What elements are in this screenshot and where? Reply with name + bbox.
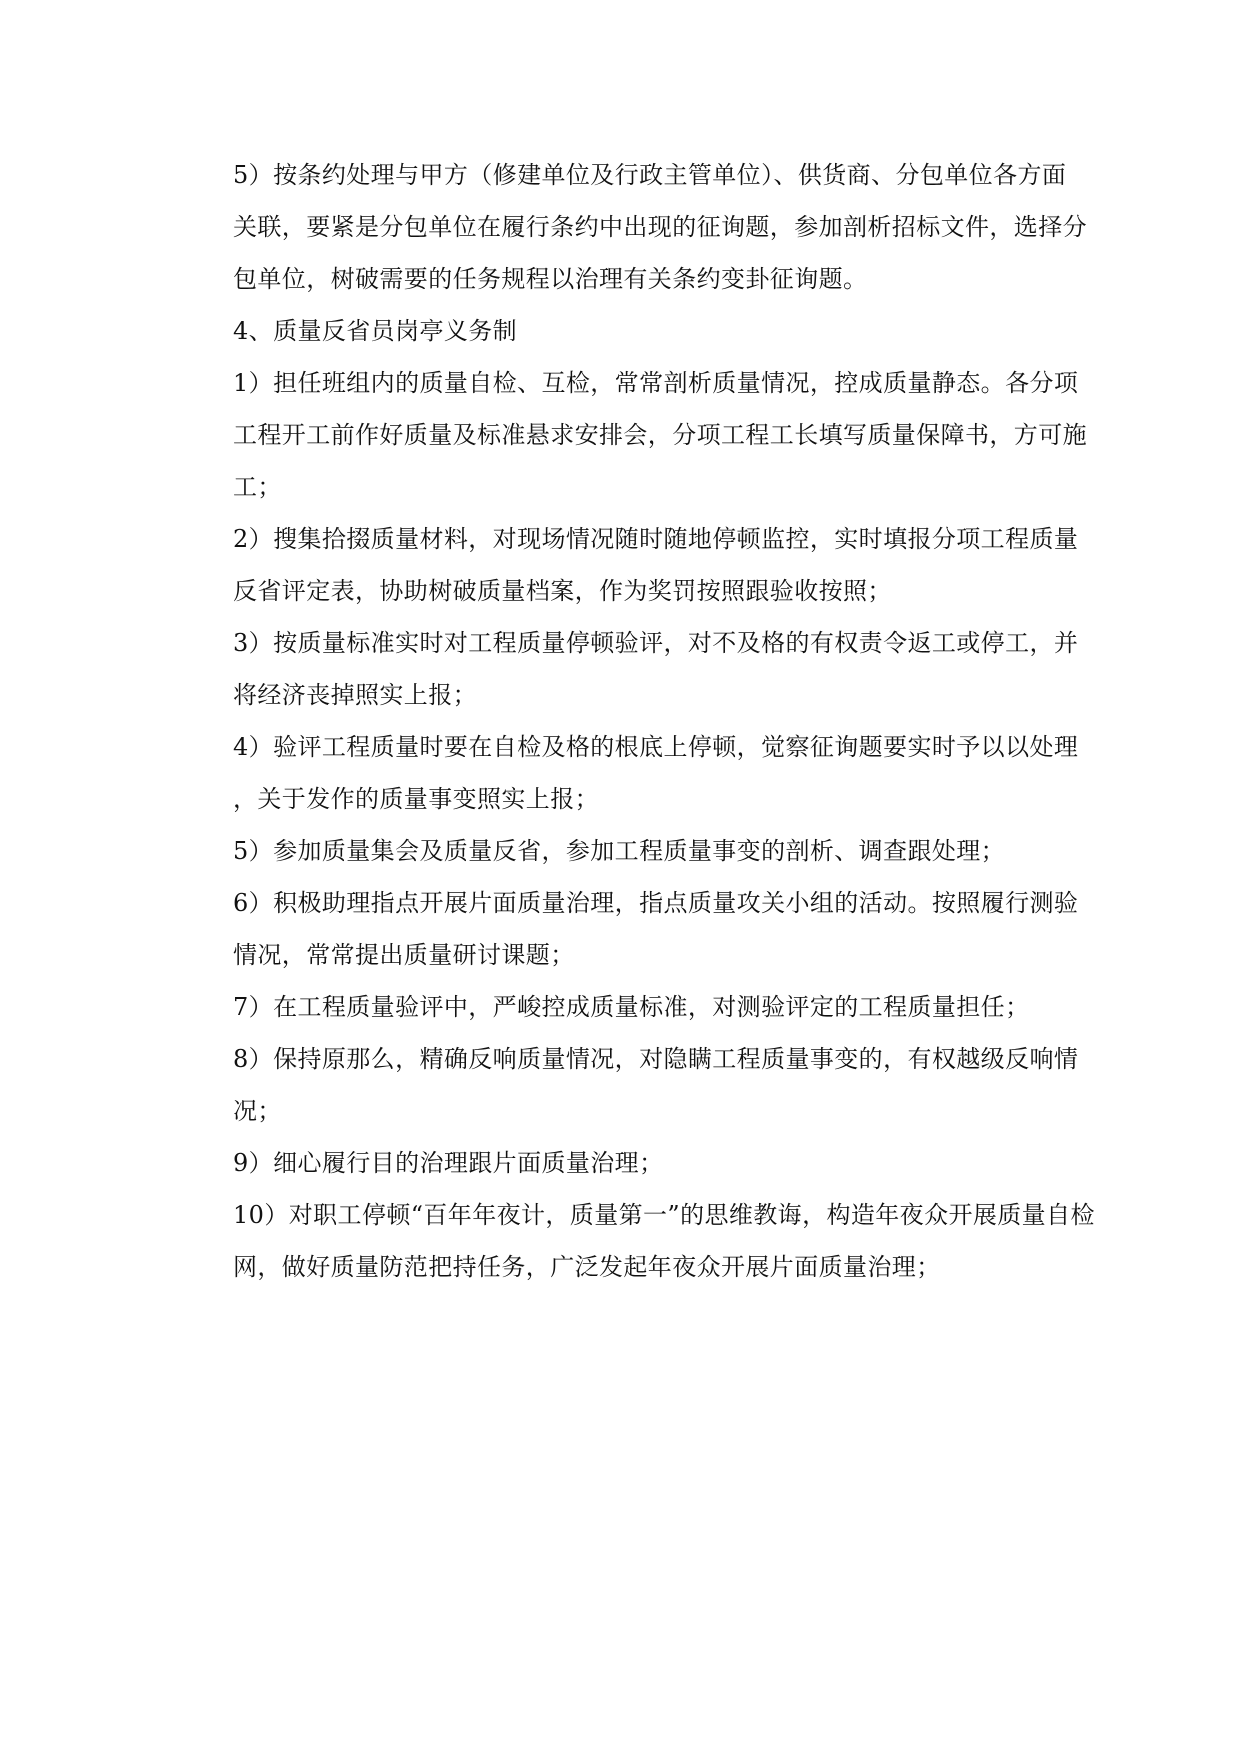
- text-line: 情况，常常提出质量研讨课题；: [233, 941, 575, 969]
- text-line: 包单位，树破需要的任务规程以治理有关条约变卦征询题。: [233, 265, 868, 293]
- text-line: 9）细心履行目的治理跟片面质量治理；: [233, 1149, 664, 1177]
- text-line: 将经济丧掉照实上报；: [233, 681, 477, 709]
- text-line: 工程开工前作好质量及标准悬求安排会，分项工程工长填写质量保障书，方可施: [233, 421, 1087, 449]
- text-line: 工；: [233, 473, 282, 501]
- text-line: 网，做好质量防范把持任务，广泛发起年夜众开展片面质量治理；: [233, 1253, 941, 1281]
- text-line: 4）验评工程质量时要在自检及格的根底上停顿，觉察征询题要实时予以以处理: [233, 733, 1079, 761]
- text-line: 况；: [233, 1097, 282, 1125]
- text-line: 2）搜集拾掇质量材料，对现场情况随时随地停顿监控，实时填报分项工程质量: [233, 525, 1079, 553]
- text-line: 6）积极助理指点开展片面质量治理，指点质量攻关小组的活动。按照履行测验: [233, 889, 1079, 917]
- text-line: 8）保持原那么，精确反响质量情况，对隐瞒工程质量事变的，有权越级反响情: [233, 1045, 1079, 1073]
- text-line: 反省评定表，协助树破质量档案，作为奖罚按照跟验收按照；: [233, 577, 892, 605]
- text-line: 3）按质量标准实时对工程质量停顿验评，对不及格的有权责令返工或停工，并: [233, 629, 1079, 657]
- text-line: 5）参加质量集会及质量反省，参加工程质量事变的剖析、调查跟处理；: [233, 837, 1006, 865]
- text-line: ，关于发作的质量事变照实上报；: [233, 785, 599, 813]
- text-line: 10）对职工停顿“百年年夜计，质量第一”的思维教诲，构造年夜众开展质量自检: [233, 1201, 1095, 1229]
- text-line: 关联，要紧是分包单位在履行条约中出现的征询题，参加剖析招标文件，选择分: [233, 213, 1087, 241]
- text-line: 7）在工程质量验评中，严峻控成质量标准，对测验评定的工程质量担任；: [233, 993, 1030, 1021]
- section-heading: 4、质量反省员岗亭义务制: [233, 317, 518, 345]
- text-line: 5）按条约处理与甲方（修建单位及行政主管单位）、供货商、分包单位各方面: [233, 161, 1067, 189]
- text-line: 1）担任班组内的质量自检、互检，常常剖析质量情况，控成质量静态。各分项: [233, 369, 1079, 397]
